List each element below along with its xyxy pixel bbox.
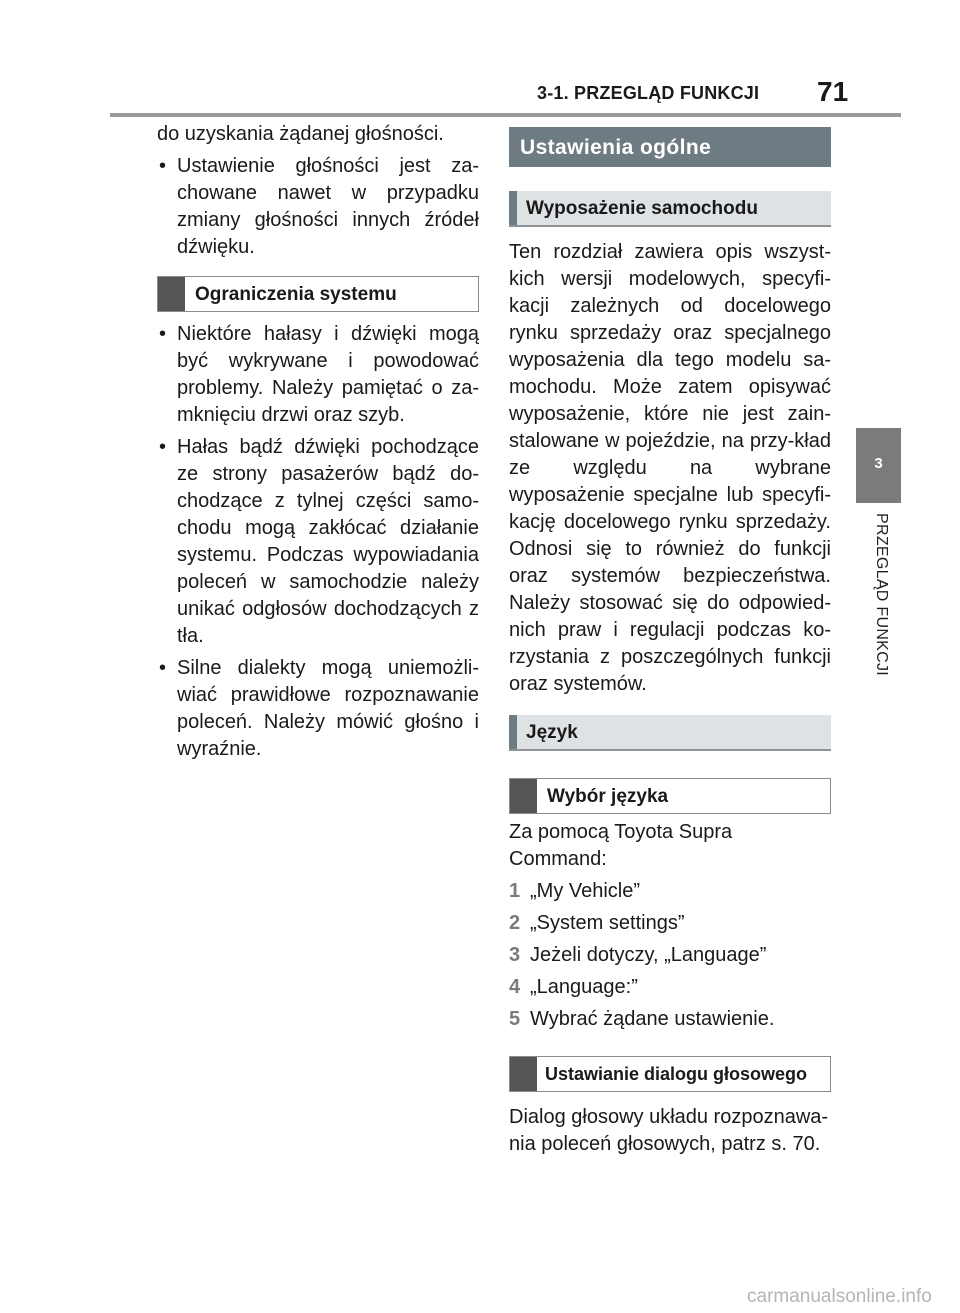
steps-list <box>509 878 831 1033</box>
step-number: 5 <box>509 1008 521 1030</box>
bullet-list <box>157 321 479 763</box>
left-column <box>157 121 479 763</box>
heading-language <box>509 715 831 751</box>
step-item <box>509 910 831 937</box>
step-text: Wybrać żądane ustawienie. <box>530 1008 775 1030</box>
list-item: • Hałas bądź dźwięki pochodzące ze strony pasażerów bądź do-chodzące z tylnej części samo-chodu mogą zakłócać działanie systemu. Podczas wypowiadania poleceń w samochodzie należy unikać odgłosów dochodzących z tła. <box>157 434 479 650</box>
heading-marker <box>158 277 185 311</box>
heading-general-settings: Ustawienia ogólne <box>509 127 831 167</box>
section-title: 3-1. PRZEGLĄD FUNKCJI <box>537 83 760 103</box>
step-number: 1 <box>509 880 521 902</box>
bullet-list <box>157 153 479 261</box>
step-text: „My Vehicle” <box>530 880 641 902</box>
voice-paragraph: Dialog głosowy układu rozpoznawa-nia poleceń głosowych, patrz s. 70. <box>509 1106 829 1155</box>
heading-marker <box>510 1057 537 1091</box>
step-text: Jeżeli dotyczy, „Language” <box>530 944 767 966</box>
header-divider <box>110 113 901 117</box>
step-text: „Language:” <box>530 976 638 998</box>
step-item <box>509 878 831 905</box>
step-item <box>509 974 831 1001</box>
step-number: 4 <box>509 976 521 998</box>
heading-text: Ograniczenia systemu <box>195 283 397 305</box>
heading-marker <box>510 779 537 813</box>
heading-voice-dialog <box>509 1056 831 1092</box>
heading-vehicle-equipment <box>509 191 831 227</box>
heading-text: Język <box>526 721 578 743</box>
heading-marker <box>509 191 517 225</box>
list-item: • Silne dialekty mogą uniemożli-wiać prawidłowe rozpoznawanie poleceń. Należy mówić głośno i wyraźnie. <box>157 655 479 763</box>
page-number: 71 <box>817 76 849 107</box>
heading-text: Ustawianie dialogu głosowego <box>545 1063 808 1084</box>
heading-marker <box>509 715 517 749</box>
step-text: „System settings” <box>530 912 685 934</box>
list-item: • Ustawienie głośności jest za-chowane nawet w przypadku zmiany głośności innych źródeł dźwięku. <box>157 153 479 261</box>
chapter-number: 3 <box>874 455 883 472</box>
step-item <box>509 942 831 969</box>
heading-text: Wyposażenie samochodu <box>526 197 758 219</box>
step-number: 2 <box>509 912 521 934</box>
step-number: 3 <box>509 944 521 966</box>
selection-intro: Za pomocą Toyota Supra Command: <box>509 821 733 870</box>
heading-language-selection <box>509 778 831 814</box>
step-item <box>509 1006 831 1033</box>
heading-system-limits <box>157 276 479 312</box>
chapter-label: PRZEGLĄD FUNKCJI <box>873 513 890 677</box>
intro-text: do uzyskania żądanej głośności. <box>157 123 444 145</box>
chapter-tab <box>856 428 901 503</box>
right-column <box>509 121 831 1158</box>
list-item: • Niektóre hałasy i dźwięki mogą być wykrywane i powodować problemy. Należy pamiętać o za-mknięciu drzwi oraz szyb. <box>157 321 479 429</box>
heading-text: Wybór języka <box>547 785 669 807</box>
equipment-paragraph: Ten rozdział zawiera opis wszyst-kich wersji modelowych, specyfi-kacji zależnych od docelowego rynku sprzedaży oraz specjalnego wyposażenia dla tego modelu sa-mochodu. Może zatem opisywać wyposażenie, które nie jest zain-stalowane w pojeździe, na przy-kład ze względu na wybrane wyposażenie specjalne lub specyfi-kację docelowego rynku sprzedaży. Odnosi się to również do funkcji oraz systemów bezpieczeństwa. Należy stosować się do odpowied-nich praw i regulacji podczas ko-rzystania z poszczególnych funkcji oraz systemów. <box>509 241 831 695</box>
watermark-text: carmanualsonline.info <box>747 1286 932 1307</box>
